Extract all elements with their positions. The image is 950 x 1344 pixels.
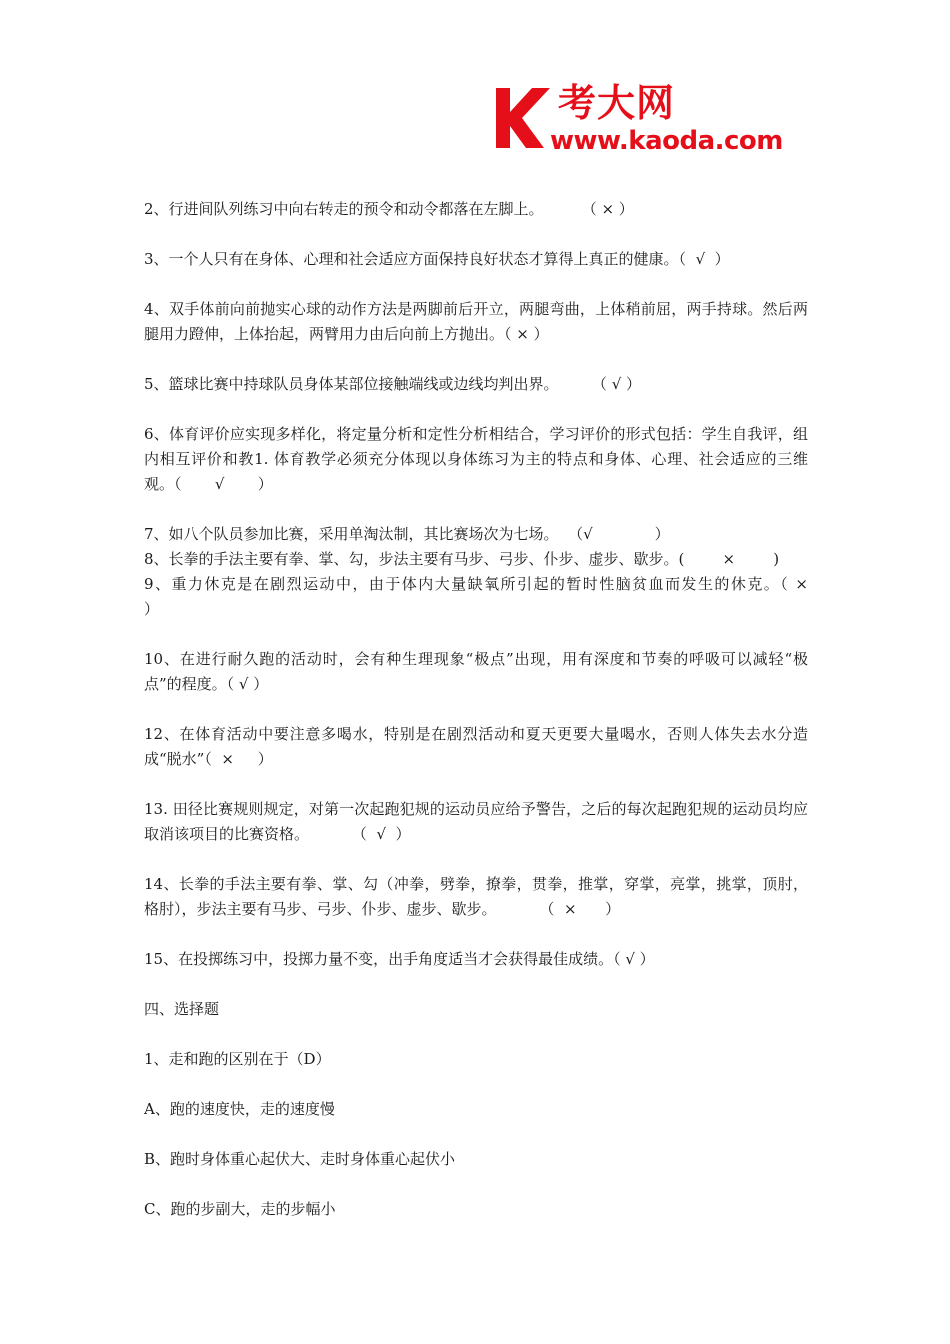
paragraph: 4、双手体前向前抛实心球的动作方法是两脚前后开立，两腿弯曲，上体稍前屈，两手持球。然后两腿用力蹬伸，上体抬起，两臂用力由后向前上方抛出。（ × ） — [144, 300, 808, 343]
paragraph: 12、在体育活动中要注意多喝水，特别是在剧烈活动和夏天更要大量喝水，否则人体失去水分造成“脱水”（ × ） — [144, 725, 808, 768]
logo-url-text: www.kaoda.com — [550, 126, 783, 156]
kaoda-logo[interactable] — [492, 82, 812, 162]
option-c: C、跑的步副大，走的步幅小 — [144, 1200, 336, 1218]
document-body — [144, 197, 866, 1222]
paragraph: 5、篮球比赛中持球队员身体某部位接触端线或边线均判出界。 （ √ ） — [144, 375, 642, 393]
paragraph: 13. 田径比赛规则规定，对第一次起跑犯规的运动员应给予警告，之后的每次起跑犯规的运动员均应取消该项目的比赛资格。 （ √ ） — [144, 800, 808, 843]
paragraph: 15、在投掷练习中，投掷力量不变，出手角度适当才会获得最佳成绩。（ √ ） — [144, 950, 655, 968]
logo-chinese-text: 考大网 — [558, 81, 676, 125]
section-heading: 四、选择题 — [144, 1000, 220, 1018]
paragraph: 6、体育评价应实现多样化，将定量分析和定性分析相结合，学习评价的形式包括：学生自我评，组内相互评价和教1. 体育教学必须充分体现以身体练习为主的特点和身体、心理、社会适应的三维观。（ √ ） — [144, 425, 808, 493]
paragraph: 10、在进行耐久跑的活动时，会有种生理现象“极点”出现，用有深度和节奏的呼吸可以减轻“极点”的程度。（ √ ） — [144, 650, 808, 693]
option-b: B、跑时身体重心起伏大、走时身体重心起伏小 — [144, 1150, 456, 1168]
k-logo-icon — [492, 82, 554, 152]
option-a: A、跑的速度快，走的速度慢 — [144, 1100, 335, 1118]
paragraph: 8、长拳的手法主要有拳、掌、勾，步法主要有马步、弓步、仆步、虚步、歇步。( × ) — [144, 550, 780, 568]
question: 1、走和跑的区别在于（D） — [144, 1050, 331, 1068]
paragraph: 9、重力休克是在剧烈运动中，由于体内大量缺氧所引起的暂时性脑贫血而发生的休克。（ × ） — [144, 575, 866, 618]
paragraph: 14、长拳的手法主要有拳、掌、勾（冲拳，劈拳，撩拳，贯拳，推掌，穿掌，亮掌，挑掌，顶肘，格肘），步法主要有马步、弓步、仆步、虚步、歇步。 （ × ） — [144, 875, 808, 918]
paragraph: 3、一个人只有在身体、心理和社会适应方面保持良好状态才算得上真正的健康。（ √ ） — [144, 250, 730, 268]
paragraph: 2、行进间队列练习中向右转走的预令和动令都落在左脚上。 （ × ） — [144, 200, 634, 218]
paragraph: 7、如八个队员参加比赛，采用单淘汰制，其比赛场次为七场。 （√ ） — [144, 525, 670, 543]
